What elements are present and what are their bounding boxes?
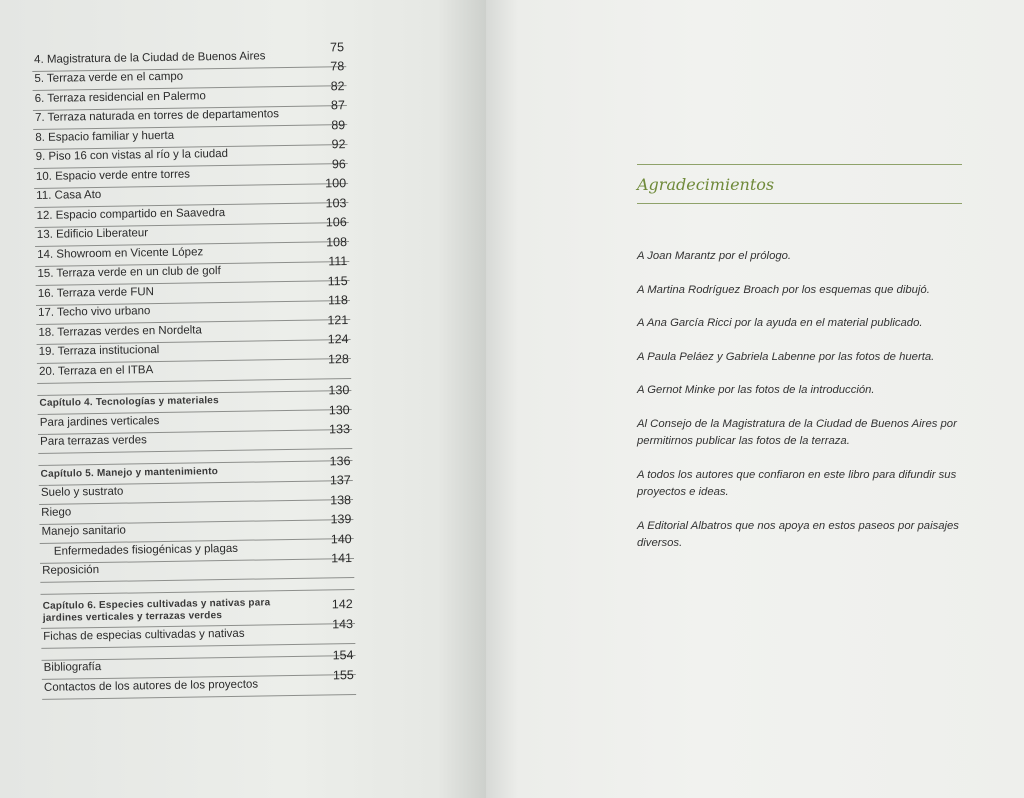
acknowledgement-item: A Ana García Ricci por la ayuda en el material publicado.	[637, 317, 923, 329]
toc-entry-page: 143	[332, 616, 354, 631]
title-rule-bottom	[637, 203, 962, 204]
toc-chapter-title: Capítulo 6. Especies cultivadas y nativas para jardines verticales y terrazas verdes	[42, 597, 271, 624]
toc-entry-page: 124	[327, 332, 349, 347]
toc-entry-title: 5. Terraza verde en el campo	[34, 70, 184, 85]
toc-entry-page: 139	[330, 512, 352, 527]
toc-entry-title: Fichas de especias cultivadas y nativas	[43, 627, 245, 643]
toc-entry-page: 137	[329, 473, 351, 488]
toc-entry-title: 12. Espacio compartido en Saavedra	[36, 206, 226, 222]
toc-entry-page: 82	[330, 78, 345, 93]
toc-entry-page: 140	[330, 531, 352, 546]
toc-entry-page: 133	[328, 422, 351, 437]
toc-entry-page: 138	[330, 492, 352, 507]
toc-entry-title: 19. Terraza institucional	[38, 344, 160, 358]
toc-entry-page: 96	[331, 156, 346, 171]
toc-entry-page: 154	[332, 648, 354, 663]
toc-entry-page: 103	[325, 195, 347, 210]
toc-chapter-page: 142	[331, 597, 353, 612]
acknowledgements-section	[637, 164, 962, 569]
toc-entry-title: 6. Terraza residencial en Palermo	[34, 89, 206, 105]
acknowledgements-list	[637, 248, 962, 553]
acknowledgement-item: A todos los autores que confiaron en este libro para difundir sus proyectos e ideas.	[637, 468, 957, 498]
toc-entry-title: 7. Terraza naturada en torres de departamentos	[34, 108, 280, 124]
toc-entry-title: 9. Piso 16 con vistas al río y la ciudad	[35, 147, 229, 163]
toc-entry-page: 130	[328, 402, 350, 417]
toc-entry-page: 108	[326, 234, 348, 249]
toc-entry-page: 111	[328, 254, 348, 269]
acknowledgement-item: A Editorial Albatros que nos apoya en estos paseos por paisajes diversos.	[637, 519, 959, 549]
table-of-contents	[32, 39, 356, 699]
toc-chapter-heading[interactable]	[41, 590, 355, 629]
toc-entry-page: 128	[327, 351, 349, 366]
toc-entry-page: 115	[327, 273, 348, 288]
toc-entry-page: 87	[330, 98, 345, 113]
toc-entry-title: Contactos de los autores de los proyectos	[43, 678, 259, 694]
toc-entry-title: 11. Casa Ato	[36, 188, 102, 202]
toc-chapter-title: Capítulo 4. Tecnologías y materiales	[39, 395, 219, 409]
toc-entry-page: 106	[325, 215, 347, 230]
acknowledgement-item: A Martina Rodríguez Broach por los esquemas que dibujó.	[637, 283, 930, 296]
toc-entry-page: 89	[331, 117, 346, 132]
toc-entry-title: 14. Showroom en Vicente López	[37, 245, 204, 261]
toc-entry-title: Reposición	[42, 564, 100, 577]
toc-entry-page: 118	[327, 293, 349, 308]
toc-entry-title: Riego	[41, 505, 72, 519]
toc-chapter-title: Capítulo 5. Manejo y mantenimiento	[40, 465, 219, 480]
toc-entry-title: 13. Edificio Liberateur	[36, 227, 149, 241]
toc-entry-page: 75	[329, 39, 345, 54]
toc-entry-title: 20. Terraza en el ITBA	[38, 363, 154, 378]
toc-entry-title: 18. Terrazas verdes en Nordelta	[38, 323, 202, 339]
acknowledgement-item: A Paula Peláez y Gabriela Labenne por las fotos de huerta.	[637, 350, 935, 363]
toc-entry-title: Para jardines verticales	[39, 414, 160, 429]
left-page	[0, 0, 486, 798]
toc-entry-page: 100	[325, 176, 347, 191]
toc-entry-title: Bibliografía	[43, 660, 102, 674]
toc-entry-title: Manejo sanitario	[41, 524, 127, 538]
toc-entry-title: Suelo y sustrato	[40, 485, 124, 499]
toc-entry-page: 141	[331, 551, 353, 566]
toc-entry-title: 17. Techo vivo urbano	[38, 305, 151, 319]
toc-chapter-page: 136	[329, 453, 351, 468]
toc-entry-title: 16. Terraza verde FUN	[37, 285, 154, 300]
toc-entry-page: 121	[327, 312, 349, 327]
acknowledgement-item: A Joan Marantz por el prólogo.	[637, 250, 792, 262]
acknowledgements-title: Agradecimientos	[637, 175, 775, 194]
toc-entry-title: 10. Espacio verde entre torres	[35, 168, 191, 183]
acknowledgement-item: A Gernot Minke por las fotos de la introducción.	[637, 384, 875, 396]
toc-entry-title: Para terrazas verdes	[40, 434, 147, 448]
acknowledgement-item: Al Consejo de la Magistratura de la Ciudad de Buenos Aires por permitirnos publicar las fotos de la terraza.	[637, 417, 957, 447]
toc-chapter-page: 130	[328, 383, 350, 398]
toc-entry-page: 92	[331, 137, 346, 152]
toc-entry-title: 15. Terraza verde en un club de golf	[37, 265, 221, 280]
toc-entry-title: 8. Espacio familiar y huerta	[35, 129, 175, 144]
toc-entry-title: 4. Magistratura de la Ciudad de Buenos Aires	[34, 49, 266, 66]
toc-entry-title: Enfermedades fisiogénicas y plagas	[53, 542, 239, 558]
toc-entry-page: 78	[330, 59, 345, 74]
toc-entry-page: 155	[332, 667, 354, 682]
